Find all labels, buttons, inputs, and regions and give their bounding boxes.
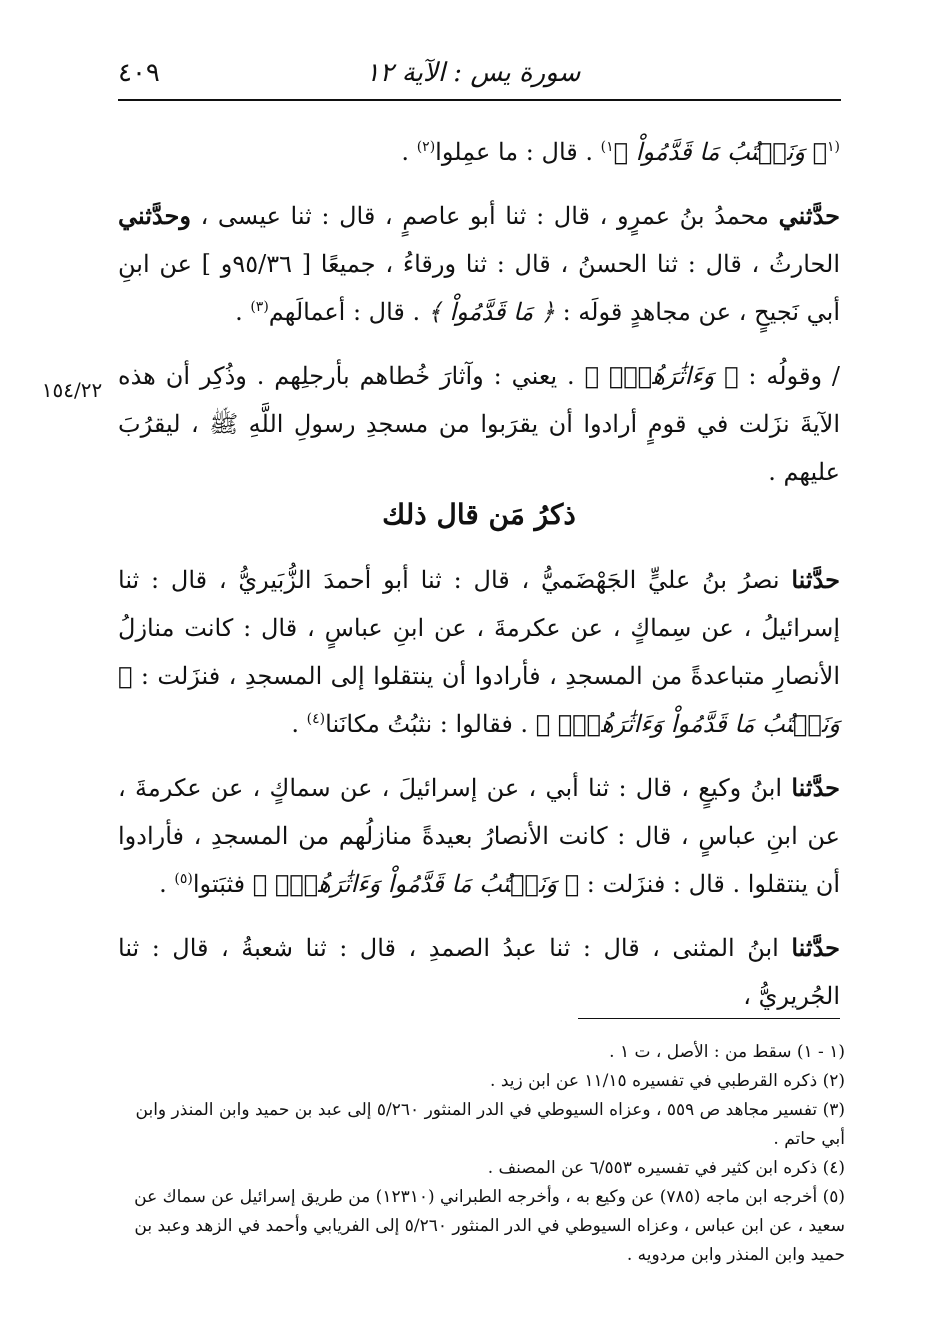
quran-verse: ﴿ مَا قَدَّمُواْ ﴾ (427, 298, 555, 326)
paragraph-2 (118, 192, 840, 336)
footnote-ref: (٢) (416, 139, 436, 155)
footnote-3: (٣) تفسير مجاهد ص ٥٥٩ ، وعزاه السيوطي في الدر المنثور ٥/٢٦٠ إلى عبد بن حميد وابن المنذر وابن أبي حاتم . (135, 1100, 845, 1149)
page-number: ٤٠٩ (118, 58, 160, 88)
running-head (118, 58, 840, 98)
paragraph-text: . قال : ما عمِلوا (435, 138, 601, 166)
margin-page-reference: ١٥٤/٢٢ (41, 378, 103, 402)
header-rule (118, 99, 841, 101)
paragraph-text: الحارثُ ، قال : ثنا الحسنُ ، قال : ثنا ورقاءُ ، جميعًا [ ٩٥/٣٦و ] عن ابنِ أبي نَجيحٍ ، عن مجاهدٍ قولَه : (118, 250, 840, 326)
footnote-2: (٢) ذكره القرطبي في تفسيره ١١/١٥ عن ابن زيد . (490, 1071, 845, 1091)
quran-verse: ﴿ وَنَكۡتُبُ مَا قَدَّمُواْ ﴾ (613, 138, 827, 166)
note-marker-close: ١) (600, 139, 614, 155)
footnote-rule (578, 1018, 840, 1019)
paragraph-text: نصرُ بنُ عليٍّ الجَهْضَميُّ ، قال : ثنا أبو أحمدَ الزُّبَيريُّ ، قال : ثنا إسرائيلُ ، عن سِماكٍ ، عن عكرمةَ ، عن ابنِ عباسٍ ، قال : كانت منازلُ الأنصارِ متباعدةً من المسجدِ ، فأرادوا أن ينتقلوا إلى المسجدِ ، فنزَلت : (118, 566, 840, 690)
paragraph-end: . (291, 710, 307, 738)
paragraph-text: . فقالوا : نثبُتُ مكانَنا (325, 710, 536, 738)
paragraph-3 (118, 352, 840, 496)
quran-verse: ﴿ وَنَكۡتُبُ مَا قَدَّمُواْ وَءَاثَٰرَهُمۡۚ ﴾ (252, 870, 580, 898)
footnote-ref: (٣) (250, 299, 269, 315)
quran-verse: ﴿ وَءَاثَٰرَهُمۡۚ ﴾ (584, 362, 739, 390)
paragraph-1 (118, 128, 840, 176)
paragraph-text: / وقولُه : (738, 362, 841, 390)
footnotes (118, 1038, 845, 1270)
footnote-ref: (٤) (306, 711, 326, 727)
section-heading: ذكرُ مَن قال ذلك (382, 498, 576, 531)
sura-title: سورة يس : الآية ١٢ (365, 58, 581, 88)
note-marker-open: (١ (827, 139, 840, 155)
isnad-lead: حدَّثنا (791, 933, 840, 962)
paragraph-text: محمدُ بنُ عمرٍو ، قال : ثنا أبو عاصمٍ ، قال : ثنا عيسى ، (190, 202, 779, 230)
paragraph-text: ابنُ المثنى ، قال : ثنا عبدُ الصمدِ ، قال : ثنا شعبةُ ، قال : ثنا الجُريريُّ ، (118, 934, 840, 1010)
isnad-lead: حدَّثنا (791, 565, 840, 594)
footnote-4: (٤) ذكره ابن كثير في تفسيره ٦/٥٥٣ عن المصنف . (487, 1158, 845, 1178)
paragraph-end: . (401, 138, 417, 166)
main-text-top (118, 128, 840, 496)
paragraph-end: . (159, 870, 175, 898)
paragraph-text: فثبَتوا (192, 870, 253, 898)
footnote-5: (٥) أخرجه ابن ماجه (٧٨٥) عن وكيع به ، وأخرجه الطبراني (١٢٣١٠) من طريق إسرائيل عن سماك عن سعيد ، عن ابن عباس ، وعزاه السيوطي في الدر المنثور ٥/٢٦٠ إلى الفريابي وأحمد في الزهد وعبد بن حميد وابن المنذر وابن مردويه . (134, 1187, 845, 1265)
footnote-1: (١ - ١) سقط من : الأصل ، ت ١ . (609, 1042, 845, 1062)
main-text-bottom (118, 556, 840, 1020)
paragraph-end: . (235, 298, 251, 326)
isnad-lead: حدَّثني (778, 201, 840, 230)
paragraph-5 (118, 764, 840, 908)
paragraph-4 (118, 556, 840, 748)
isnad-lead: حدَّثنا (791, 773, 840, 802)
footnote-ref: (٥) (174, 871, 193, 887)
paragraph-text: . قال : أعمالَهم (268, 298, 428, 326)
quran-verse: ﴿ وَنَكۡتُبُ مَا قَدَّمُواْ وَءَاثَٰرَهُمۡۚ ﴾ (118, 662, 840, 738)
paragraph-text: . يعني : وآثارَ خُطاهم بأرجلِهم . وذُكِر أن هذه الآيةَ نزَلت في قومٍ أرادوا أن يقرَبوا من مسجدِ رسولِ اللَّهِ ﷺ ، ليقرُبَ عليهم . (118, 362, 840, 486)
paragraph-text: ابنُ وكيعٍ ، قال : ثنا أبي ، عن إسرائيلَ ، عن سماكٍ ، عن عكرمةَ ، عن ابنِ عباسٍ ، قال : كانت الأنصارُ بعيدةً منازلُهم من المسجدِ ، فأرادوا أن ينتقلوا . قال : فنزَلت : (118, 774, 841, 898)
isnad-lead: وحدَّثني (118, 201, 191, 230)
paragraph-6 (118, 924, 840, 1020)
